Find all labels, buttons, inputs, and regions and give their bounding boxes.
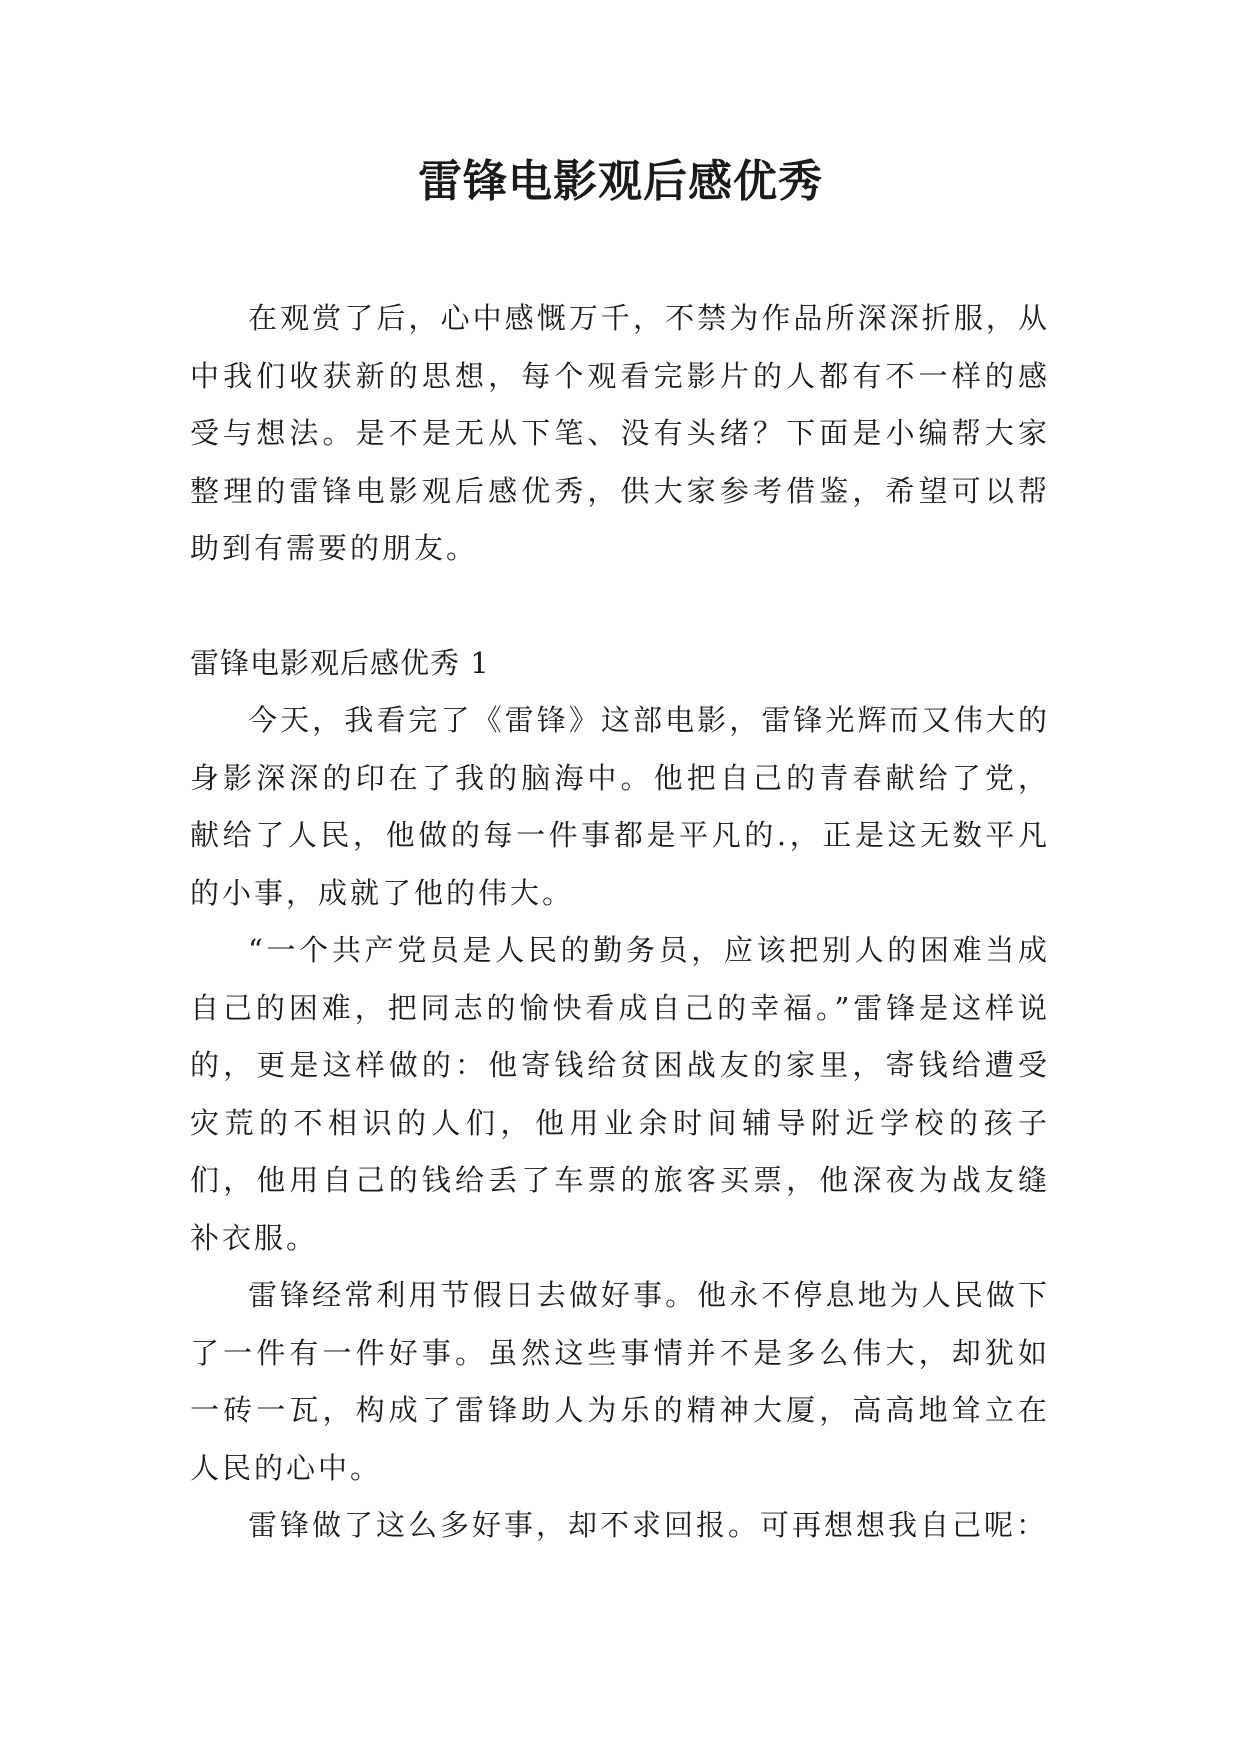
document-title: 雷锋电影观后感优秀 xyxy=(418,156,823,207)
body-paragraph: “一个共产党员是人民的勤务员，应该把别人的困难当成自己的困难，把同志的愉快看成自己的幸福。”雷锋是这样说的，更是这样做的：他寄钱给贫困战友的家里，寄钱给遭受灾荒的不相识的人们，他用业余时间辅导附近学校的孩子们，他用自己的钱给丢了车票的旅客买票，他深夜为战友缝补衣服。 xyxy=(190,933,1050,1255)
document-body xyxy=(190,290,1050,1555)
body-paragraph: 今天，我看完了《雷锋》这部电影，雷锋光辉而又伟大的身影深深的印在了我的脑海中。他把自己的青春献给了党，献给了人民，他做的每一件事都是平凡的.，正是这无数平凡的小事，成就了他的伟大。 xyxy=(190,703,1050,910)
body-paragraph: 雷锋做了这么多好事，却不求回报。可再想想我自己呢： xyxy=(248,1508,1049,1542)
section-heading: 雷锋电影观后感优秀 1 xyxy=(190,645,490,680)
body-paragraph: 雷锋经常利用节假日去做好事。他永不停息地为人民做下了一件有一件好事。虽然这些事情并不是多么伟大，却犹如一砖一瓦，构成了雷锋助人为乐的精神大厦，高高地耸立在人民的心中。 xyxy=(190,1278,1050,1485)
intro-paragraph: 在观赏了后，心中感慨万千，不禁为作品所深深折服，从中我们收获新的思想，每个观看完影片的人都有不一样的感受与想法。是不是无从下笔、没有头绪？下面是小编帮大家整理的雷锋电影观后感优秀，供大家参考借鉴，希望可以帮助到有需要的朋友。 xyxy=(190,301,1050,565)
